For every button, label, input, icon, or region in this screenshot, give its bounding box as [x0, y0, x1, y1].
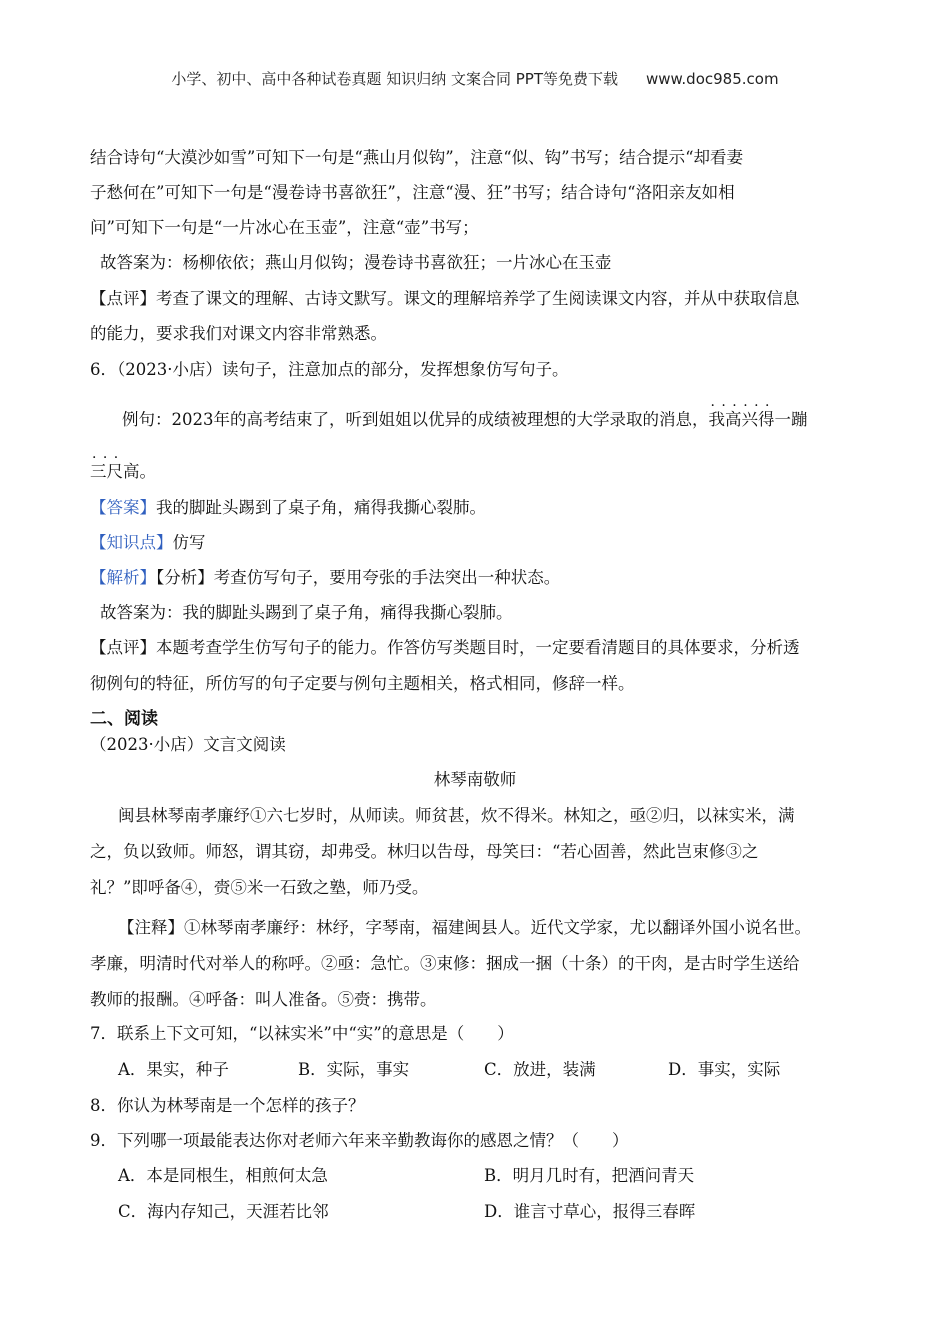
- q6-example-emphasis-1: · · · 我高兴得一蹦: [709, 408, 808, 432]
- q6-title: 6．（2023·小店）读句子，注意加点的部分，发挥想象仿写句子。: [90, 360, 569, 379]
- q9-option-a[interactable]: A．本是同根生，相煎何太急: [118, 1166, 328, 1185]
- q5-analysis-line3: 问”可知下一句是“一片冰心在玉壶”，注意“壶”书写；: [90, 218, 479, 237]
- section-title: 二、阅读: [90, 709, 158, 729]
- q6-knowledge-label: 【知识点】: [90, 533, 173, 552]
- section-source: （2023·小店）文言文阅读: [90, 735, 286, 754]
- q6-example: [122, 408, 892, 432]
- q6-example-emphasis-2: · · · 三尺高: [90, 460, 140, 484]
- q6-analysis-row: [90, 566, 860, 590]
- passage-line2: 之，负以致师。师怒，谓其窃，却弗受。林归以告母，母笑曰：“若心固善，然此岂束修③之: [90, 842, 759, 861]
- q6-knowledge-row: [90, 531, 860, 555]
- q5-answer: 故答案为：杨柳依依；燕山月似钩；漫卷诗书喜欲狂；一片冰心在玉壶: [100, 253, 612, 272]
- q5-analysis-line1: 结合诗句“大漠沙如雪”可知下一句是“燕山月似钩”，注意“似、钩”书写；结合提示“却看妻: [90, 148, 744, 167]
- q6-review: [90, 636, 860, 660]
- q5-analysis-line2: 子愁何在”可知下一句是“漫卷诗书喜欲狂”，注意“漫、狂”书写；结合诗句“洛阳亲友如相: [90, 183, 735, 202]
- q7-option-c[interactable]: C．放进，装满: [484, 1060, 596, 1079]
- q6-review-text: 本题考查学生仿写句子的能力。作答仿写类题目时，一定要看清题目的具体要求，分析透: [156, 638, 800, 657]
- q6-analysis: 【分析】考查仿写句子，要用夸张的手法突出一种状态。: [156, 568, 561, 587]
- q7-option-b[interactable]: B．实际，事实: [298, 1060, 410, 1079]
- q6-answer-label: 【答案】: [90, 498, 156, 517]
- q6-example-line2: [90, 460, 860, 484]
- header-text: 小学、初中、高中各种试卷真题 知识归纳 文案合同 PPT等免费下载: [171, 70, 618, 88]
- notes-line2: 孝廉，明清时代对举人的称呼。②亟：急忙。③束修：捆成一捆（十条）的干肉，是古时学生送给: [90, 954, 800, 973]
- q5-review: [90, 287, 860, 311]
- q6-answer2: 故答案为：我的脚趾头踢到了桌子角，痛得我撕心裂肺。: [100, 603, 513, 622]
- page-header: [0, 68, 950, 89]
- notes-line1: 【注释】①林琴南孝廉纾：林纾，字琴南，福建闽县人。近代文学家，尤以翻译外国小说名世。: [118, 918, 811, 937]
- q5-review-line2: 的能力，要求我们对课文内容非常熟悉。: [90, 324, 387, 343]
- header-site: www.doc985.com: [645, 70, 779, 88]
- q6-example-prefix: 例句：2023年的高考结束了，听到姐姐以优异的成绩被理想的大学录取的消息，: [122, 410, 709, 429]
- passage-line3: 礼？”即呼备④，赍⑤米一石致之塾，师乃受。: [90, 878, 429, 897]
- q7-option-d[interactable]: D．事实，实际: [668, 1060, 781, 1079]
- q5-review-text: 考查了课文的理解、古诗文默写。课文的理解培养学了生阅读课文内容，并从中获取信息: [156, 289, 800, 308]
- q6-knowledge: 仿写: [172, 533, 206, 552]
- passage-title: 林琴南敬师: [433, 770, 517, 789]
- q6-answer-row: [90, 496, 860, 520]
- q9-option-b[interactable]: B．明月几时有，把酒问青天: [484, 1166, 695, 1185]
- q7-option-a[interactable]: A．果实，种子: [118, 1060, 229, 1079]
- q6-review-line2: 彻例句的特征，所仿写的句子定要与例句主题相关，格式相同，修辞一样。: [90, 674, 635, 693]
- q7-title: 7．联系上下文可知，“以袜实米”中“实”的意思是（ ）: [90, 1024, 514, 1043]
- q9-option-c[interactable]: C．海内存知己，天涯若比邻: [118, 1202, 329, 1221]
- q8-title: 8．你认为林琴南是一个怎样的孩子？: [90, 1096, 365, 1115]
- q6-answer: 我的脚趾头踢到了桌子角，痛得我撕心裂肺。: [156, 498, 486, 517]
- notes-line3: 教师的报酬。④呼备：叫人准备。⑤赍：携带。: [90, 990, 437, 1009]
- q6-review-label: 【点评】: [90, 638, 156, 657]
- q6-analysis-label: 【解析】: [90, 568, 156, 587]
- q9-title: 9．下列哪一项最能表达你对老师六年来辛勤教诲你的感恩之情？（ ）: [90, 1131, 629, 1150]
- q6-example-end: 。: [139, 462, 156, 481]
- passage-line1: 闽县林琴南孝廉纾①六七岁时，从师读。师贫甚，炊不得米。林知之，亟②归，以袜实米，满: [118, 806, 795, 825]
- q9-option-d[interactable]: D．谁言寸草心，报得三春晖: [484, 1202, 696, 1221]
- q5-review-label: 【点评】: [90, 289, 156, 308]
